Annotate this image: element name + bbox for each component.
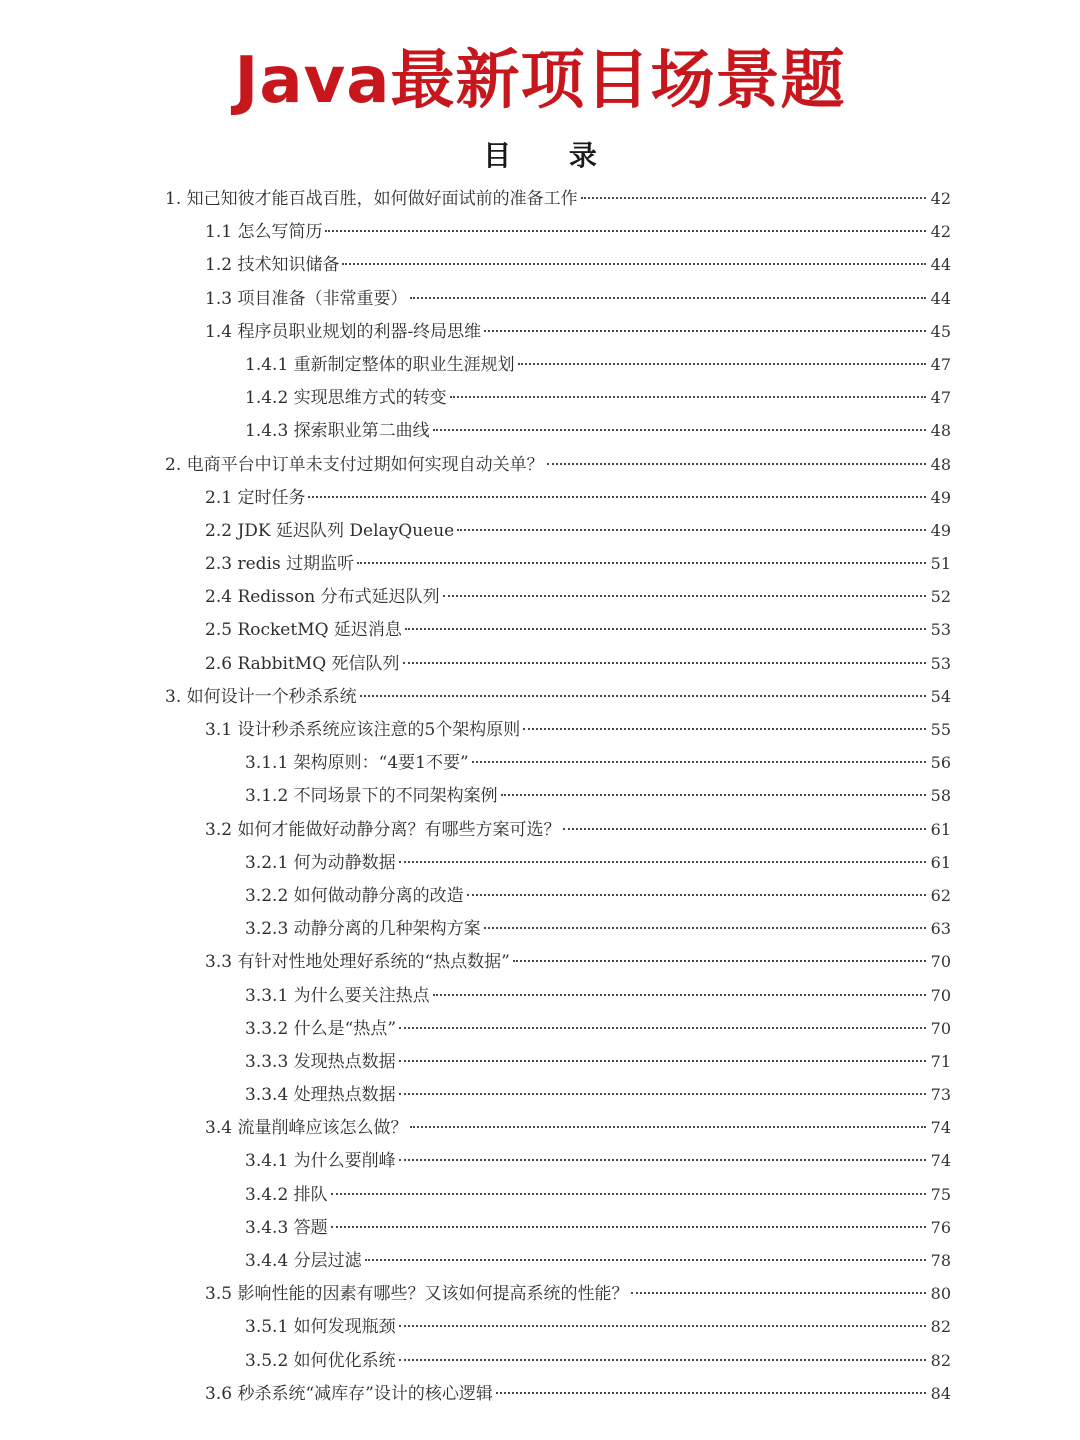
toc-dot-leader <box>484 330 926 332</box>
toc-entry-page: 47 <box>930 388 951 408</box>
toc-dot-leader <box>433 994 926 996</box>
toc-entry[interactable] <box>0 682 1080 715</box>
toc-dot-leader <box>399 1159 926 1161</box>
toc-entry[interactable] <box>0 1379 1080 1412</box>
toc-dot-leader <box>513 960 926 962</box>
toc-entry-label: 3.6 秒杀系统“减库存”设计的核心逻辑 <box>205 1383 493 1404</box>
toc-entry-label: 3.3.1 为什么要关注热点 <box>245 985 430 1006</box>
toc-entry-page: 84 <box>930 1383 951 1403</box>
toc-entry-page: 51 <box>930 554 951 574</box>
toc-entry[interactable] <box>0 1146 1080 1179</box>
toc-dot-leader <box>523 728 926 730</box>
toc-entry-page: 49 <box>930 487 951 507</box>
toc-entry-page: 52 <box>930 587 951 607</box>
toc-entry-label: 1.4.3 探索职业第二曲线 <box>245 421 430 442</box>
toc-entry-page: 74 <box>930 1118 951 1138</box>
toc-entry-label: 3.1 设计秒杀系统应该注意的5个架构原则 <box>205 720 521 740</box>
toc-dot-leader <box>472 761 926 763</box>
toc-entry-page: 62 <box>930 885 951 905</box>
toc-entry-page: 44 <box>930 288 951 308</box>
toc-entry-label: 3.5 影响性能的因素有哪些？又该如何提高系统的性能？ <box>205 1284 629 1305</box>
toc-dot-leader <box>342 263 926 265</box>
toc-entry-label: 2.3 redis 过期监听 <box>205 554 355 575</box>
toc-entry-label: 3.3.2 什么是“热点” <box>245 1018 397 1039</box>
toc-dot-leader <box>563 828 926 830</box>
toc-entry[interactable] <box>0 748 1080 781</box>
toc-entry-page: 78 <box>930 1251 951 1270</box>
toc-entry-label: 2. 电商平台中订单未支付过期如何实现自动关单？ <box>165 454 544 475</box>
toc-entry-label: 3.3.3 发现热点数据 <box>245 1051 396 1072</box>
toc-entry-page: 53 <box>930 620 951 640</box>
toc-dot-leader <box>331 1226 926 1228</box>
toc-entry-label: 1.4.1 重新制定整体的职业生涯规划 <box>245 354 515 375</box>
toc-dot-leader <box>399 1325 926 1327</box>
toc-dot-leader <box>405 628 926 630</box>
toc-entry-label: 3.4.4 分层过滤 <box>245 1251 362 1271</box>
toc-entry[interactable] <box>0 1312 1080 1345</box>
toc-dot-leader <box>457 529 926 531</box>
toc-entry-page: 71 <box>930 1051 951 1071</box>
toc-entry-page: 49 <box>930 520 951 540</box>
toc-dot-leader <box>410 1126 926 1128</box>
toc-dot-leader <box>399 861 926 863</box>
toc-entry[interactable] <box>0 1180 1080 1213</box>
toc-dot-leader <box>450 396 926 398</box>
toc-entry-label: 3.4.1 为什么要削峰 <box>245 1151 396 1172</box>
toc-dot-leader <box>496 1392 926 1394</box>
toc-dot-leader <box>399 1093 926 1095</box>
toc-entry-label: 3.1.2 不同场景下的不同架构案例 <box>245 786 498 807</box>
toc-entry-label: 3.2.2 如何做动静分离的改造 <box>245 885 464 906</box>
toc-entry[interactable] <box>0 848 1080 881</box>
toc-entry[interactable] <box>0 815 1080 848</box>
toc-entry[interactable] <box>0 881 1080 914</box>
toc-entry-page: 48 <box>930 454 951 474</box>
toc-entry-label: 2.5 RocketMQ 延迟消息 <box>205 620 402 641</box>
toc-entry-page: 73 <box>930 1085 951 1105</box>
toc-dot-leader <box>331 1193 926 1195</box>
toc-entry-page: 80 <box>930 1284 951 1304</box>
toc-entry[interactable] <box>0 184 1080 217</box>
toc-dot-leader <box>433 429 926 431</box>
toc-entry-label: 3.4.2 排队 <box>245 1184 328 1205</box>
toc-entry-label: 3.5.1 如何发现瓶颈 <box>245 1317 396 1338</box>
toc-entry-page: 70 <box>930 952 951 972</box>
toc-entry-label: 2.4 Redisson 分布式延迟队列 <box>205 587 440 608</box>
toc-entry-label: 1.1 怎么写简历 <box>205 222 323 243</box>
toc-entry[interactable] <box>0 1047 1080 1080</box>
toc-entry-label: 1.2 技术知识储备 <box>205 255 340 276</box>
toc-entry-label: 3.2.3 动静分离的几种架构方案 <box>245 919 481 940</box>
toc-entry-label: 1. 知己知彼才能百战百胜，如何做好面试前的准备工作 <box>165 189 578 209</box>
toc-dot-leader <box>308 496 926 498</box>
toc-entry[interactable] <box>0 914 1080 947</box>
toc-dot-leader <box>467 894 926 896</box>
toc-entry[interactable] <box>0 1213 1080 1246</box>
toc-entry[interactable] <box>0 1080 1080 1113</box>
toc-dot-leader <box>547 463 926 465</box>
toc-entry[interactable] <box>0 582 1080 615</box>
toc-entry-label: 3.5.2 如何优化系统 <box>245 1350 396 1371</box>
toc-entry-page: 61 <box>930 819 951 839</box>
toc-entry[interactable] <box>0 284 1080 317</box>
toc-dot-leader <box>357 562 926 564</box>
toc-entry[interactable] <box>0 1246 1080 1279</box>
toc-entry-label: 3.1.1 架构原则：“4要1不要” <box>245 753 469 774</box>
toc-entry[interactable] <box>0 781 1080 814</box>
toc-dot-leader <box>360 695 926 697</box>
toc-dot-leader <box>403 662 926 664</box>
toc-dot-leader <box>399 1359 926 1361</box>
toc-entry-page: 44 <box>930 255 951 275</box>
toc-entry-label: 2.6 RabbitMQ 死信队列 <box>205 653 400 674</box>
toc-entry[interactable] <box>0 317 1080 350</box>
toc-entry[interactable] <box>0 516 1080 549</box>
toc-entry-label: 1.3 项目准备（非常重要） <box>205 288 408 309</box>
toc-entry-page: 55 <box>930 720 951 739</box>
toc-entry[interactable] <box>0 1346 1080 1379</box>
banner-title: Java最新项目场景题 <box>234 44 846 118</box>
toc-entry-page: 47 <box>930 354 951 374</box>
toc-entry-page: 75 <box>930 1184 951 1204</box>
toc-entry-page: 74 <box>930 1151 951 1171</box>
toc-entry[interactable] <box>0 250 1080 283</box>
toc-entry-label: 3.4 流量削峰应该怎么做？ <box>205 1118 408 1139</box>
toc-entry[interactable] <box>0 450 1080 483</box>
toc-entry-page: 45 <box>930 321 951 341</box>
toc-entry-page: 42 <box>930 222 951 242</box>
toc-entry-page: 63 <box>930 919 951 939</box>
toc-entry-page: 82 <box>930 1350 951 1370</box>
toc-entry-label: 2.1 定时任务 <box>205 487 306 508</box>
toc-entry[interactable] <box>0 649 1080 682</box>
toc-entry-page: 61 <box>930 852 951 872</box>
toc-entry-page: 56 <box>930 753 951 773</box>
toc-entry-page: 42 <box>930 189 951 208</box>
toc-entry-page: 70 <box>930 1018 951 1038</box>
toc-entry[interactable] <box>0 549 1080 582</box>
toc-entry-label: 3. 如何设计一个秒杀系统 <box>165 686 357 707</box>
toc-dot-leader <box>410 297 926 299</box>
toc-entry[interactable] <box>0 483 1080 516</box>
toc-dot-leader <box>399 1060 926 1062</box>
toc-entry-page: 58 <box>930 786 951 806</box>
toc-dot-leader <box>518 363 926 365</box>
toc-entry[interactable] <box>0 1014 1080 1047</box>
toc-entry-label: 2.2 JDK 延迟队列 DelayQueue <box>205 520 455 541</box>
toc-dot-leader <box>631 1292 926 1294</box>
table-of-contents <box>0 184 1080 1412</box>
toc-entry-label: 3.2 如何才能做好动静分离？有哪些方案可选？ <box>205 819 561 840</box>
toc-entry[interactable] <box>0 715 1080 748</box>
toc-entry[interactable] <box>0 383 1080 416</box>
toc-dot-leader <box>501 794 926 796</box>
toc-entry-label: 3.2.1 何为动静数据 <box>245 852 396 873</box>
toc-entry-label: 3.3 有针对性地处理好系统的“热点数据” <box>205 952 510 973</box>
toc-dot-leader <box>581 197 926 199</box>
toc-entry-page: 76 <box>930 1217 951 1237</box>
toc-entry-label: 1.4.2 实现思维方式的转变 <box>245 388 447 409</box>
toc-entry[interactable] <box>0 350 1080 383</box>
toc-dot-leader <box>325 230 926 232</box>
toc-entry-label: 3.4.3 答题 <box>245 1217 328 1238</box>
toc-dot-leader <box>484 927 926 929</box>
toc-entry[interactable] <box>0 217 1080 250</box>
toc-entry[interactable] <box>0 981 1080 1014</box>
toc-entry-label: 3.3.4 处理热点数据 <box>245 1085 396 1106</box>
toc-entry[interactable] <box>0 1113 1080 1146</box>
toc-heading: 目 录 <box>483 139 611 172</box>
toc-entry-page: 54 <box>930 686 951 706</box>
toc-entry-page: 82 <box>930 1317 951 1337</box>
toc-entry[interactable] <box>0 615 1080 648</box>
toc-entry[interactable] <box>0 1279 1080 1312</box>
toc-entry[interactable] <box>0 416 1080 449</box>
toc-dot-leader <box>365 1259 926 1261</box>
toc-entry[interactable] <box>0 947 1080 980</box>
toc-entry-label: 1.4 程序员职业规划的利器-终局思维 <box>205 321 482 342</box>
toc-dot-leader <box>443 595 926 597</box>
toc-entry-page: 70 <box>930 985 951 1005</box>
toc-dot-leader <box>399 1027 926 1029</box>
toc-entry-page: 48 <box>930 421 951 441</box>
toc-entry-page: 53 <box>930 653 951 673</box>
